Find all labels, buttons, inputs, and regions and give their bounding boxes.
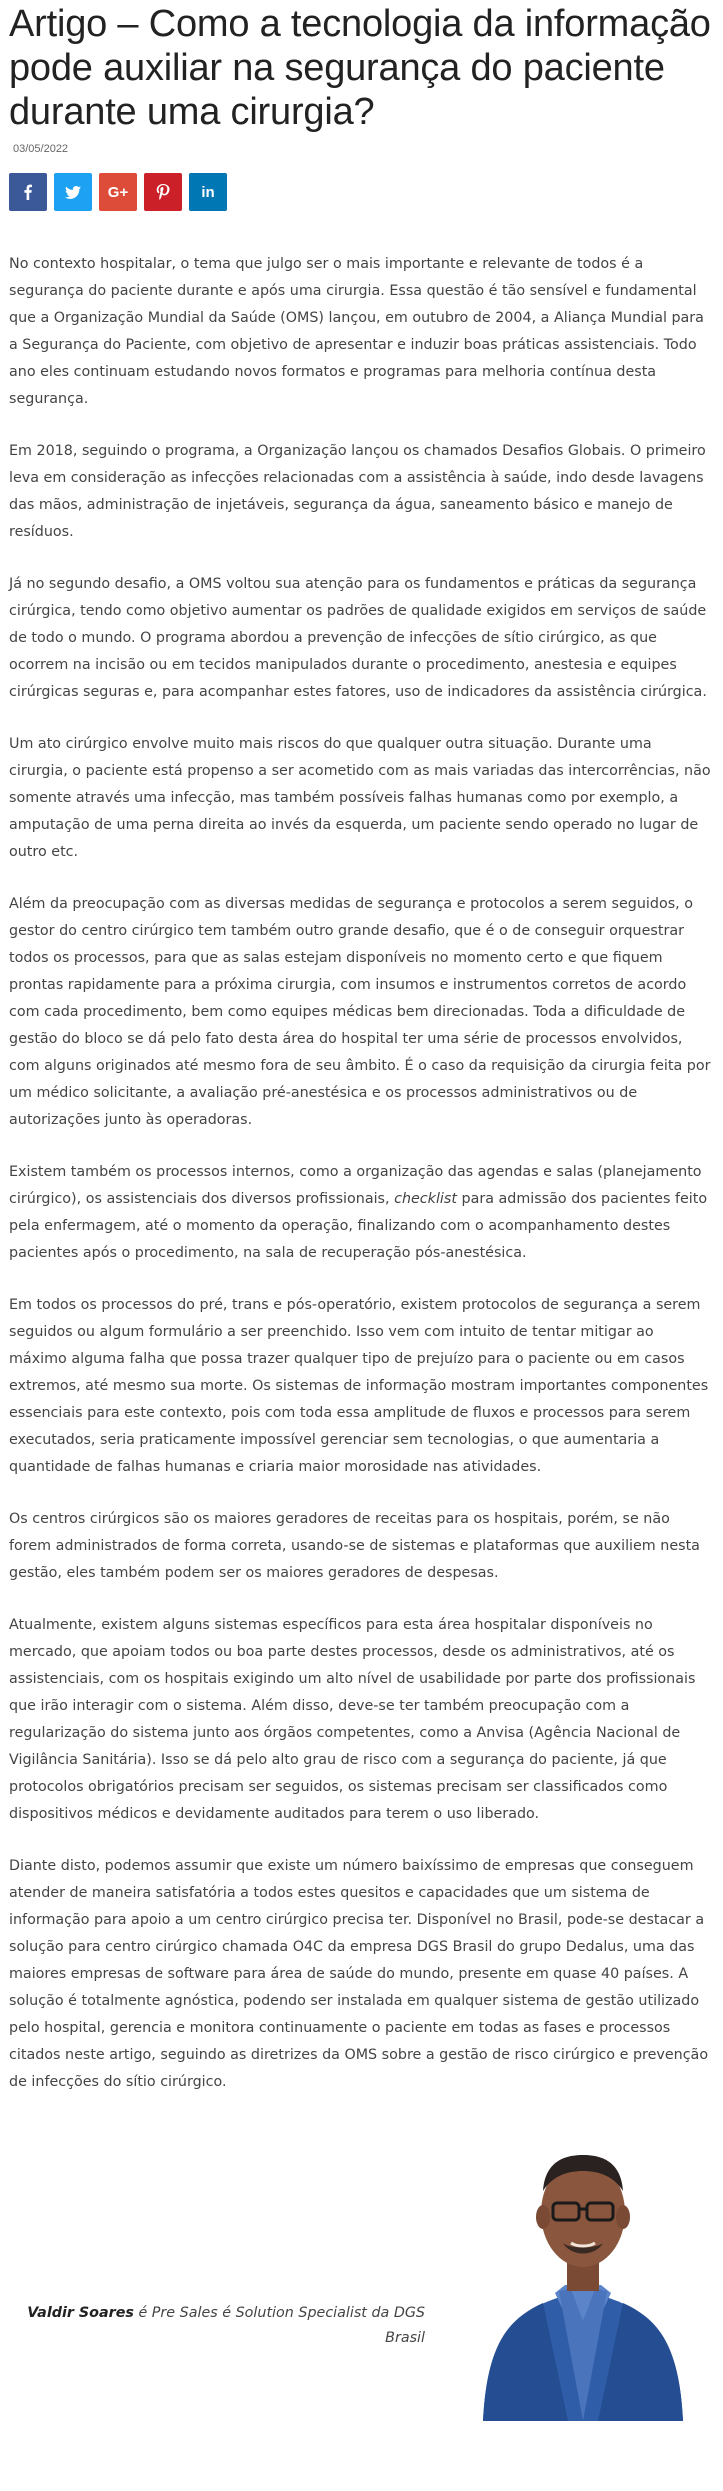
paragraph-3: Já no segundo desafio, a OMS voltou sua atenção para os fundamentos e práticas da segurança cirúrgica, tendo como objetivo aumentar os padrões de qualidade exigidos em serviços de saúde de todo o mundo. O programa abordou a prevenção de infecções de sítio cirúrgico, as que ocorrem na incisão ou em tecidos manipulados durante o procedimento, anestesia e equipes cirúrgicas seguras e, para acompanhar estes fatores, uso de indicadores da assistência cirúrgica. <box>9 576 707 700</box>
paragraph-6 <box>9 1159 711 1267</box>
author-role: é Pre Sales é Solution Specialist da DGS <box>133 2305 425 2321</box>
share-google-plus-button[interactable] <box>99 173 137 211</box>
paragraph-4: Um ato cirúrgico envolve muito mais riscos do que qualquer outra situação. Durante uma cirurgia, o paciente está propenso a ser acometido com as mais variadas das intercorrências, não somente através uma infecção, mas também possíveis falhas humanas como por exemplo, a amputação de uma perna direita ao invés da esquerda, um paciente sendo operado no lugar de outro etc. <box>9 736 711 860</box>
article-date: 03/05/2022 <box>13 143 69 155</box>
article-title: Artigo – Como a tecnologia da informação pode auxiliar na segurança do paciente durante uma cirurgia? <box>9 3 711 133</box>
author-role-cont: Brasil <box>385 2330 425 2346</box>
linkedin-icon: in <box>201 183 215 201</box>
article-body <box>9 251 711 2096</box>
author-block <box>9 2121 711 2421</box>
paragraph-6-emphasis: checklist <box>394 1191 457 1207</box>
paragraph-6-start: Existem também os processos internos, como a organização das agendas e salas (planejamento cirúrgico), os assistenciais dos diversos profissionais, <box>9 1164 702 1207</box>
twitter-icon <box>65 184 81 200</box>
share-buttons <box>9 173 711 211</box>
paragraph-10: Diante disto, podemos assumir que existe um número baixíssimo de empresas que conseguem atender de maneira satisfatória a todos estes quesitos e capacidades que um sistema de informação para apoio a um centro cirúrgico precisa ter. Disponível no Brasil, pode-se destacar a solução para centro cirúrgico chamada O4C da empresa DGS Brasil do grupo Dedalus, uma das maiores empresas de software para área de saúde do mundo, presente em quase 40 países. A solução é totalmente agnóstica, podendo ser instalada em qualquer sistema de gestão utilizado pelo hospital, gerencia e monitora continuamente o paciente em todas as fases e processos citados neste artigo, seguindo as diretrizes da OMS sobre a gestão de risco cirúrgico e prevenção de infecções do sítio cirúrgico. <box>9 1858 709 2090</box>
share-linkedin-button[interactable] <box>189 173 227 211</box>
paragraph-6-end: para admissão dos pacientes feito pela enfermagem, até o momento da operação, finalizando com o acompanhamento destes pacientes após o procedimento, na sala de recuperação pós-anestésica. <box>9 1191 708 1261</box>
facebook-icon <box>20 184 36 200</box>
author-caption <box>0 2301 425 2351</box>
share-pinterest-button[interactable] <box>144 173 182 211</box>
author-portrait-image <box>473 2121 693 2421</box>
paragraph-5: Além da preocupação com as diversas medidas de segurança e protocolos a serem seguidos, o gestor do centro cirúrgico tem também outro grande desafio, que é o de conseguir orquestrar todos os processos, para que as salas estejam disponíveis no momento certo e que fiquem prontas rapidamente para a próxima cirurgia, com insumos e instrumentos corretos de acordo com cada procedimento, bem como equipes médicas bem direcionadas. Toda a dificuldade de gestão do bloco se dá pelo fato desta área do hospital ter uma série de processos envolvidos, com alguns originados até mesmo fora de seu âmbito. É o caso da requisição da cirurgia feita por um médico solicitante, a avaliação pré-anestésica e os processos administrativos ou de autorizações junto às operadoras. <box>9 896 711 1128</box>
pinterest-icon <box>155 184 171 200</box>
paragraph-1: No contexto hospitalar, o tema que julgo ser o mais importante e relevante de todos é a segurança do paciente durante e após uma cirurgia. Essa questão é tão sensível e fundamental que a Organização Mundial da Saúde (OMS) lançou, em outubro de 2004, a Aliança Mundial para a Segurança do Paciente, com objetivo de apresentar e induzir boas práticas assistenciais. Todo ano eles continuam estudando novos formatos e programas para melhoria contínua desta segurança. <box>9 256 704 407</box>
paragraph-7: Em todos os processos do pré, trans e pós-operatório, existem protocolos de segurança a serem seguidos ou algum formulário a ser preenchido. Isso vem com intuito de tentar mitigar ao máximo alguma falha que possa trazer qualquer tipo de prejuízo para o paciente ou em casos extremos, até mesmo sua morte. Os sistemas de informação mostram importantes componentes essenciais para este contexto, pois com toda essa amplitude de fluxos e processos para serem executados, seria praticamente impossível gerenciar sem tecnologias, o que aumentaria a quantidade de falhas humanas e criaria maior morosidade nas atividades. <box>9 1297 709 1475</box>
share-twitter-button[interactable] <box>54 173 92 211</box>
author-name: Valdir Soares <box>27 2305 134 2321</box>
paragraph-2: Em 2018, seguindo o programa, a Organização lançou os chamados Desafios Globais. O primeiro leva em consideração as infecções relacionadas com a assistência à saúde, indo desde lavagens das mãos, administração de injetáveis, segurança da água, saneamento básico e manejo de resíduos. <box>9 443 706 540</box>
share-facebook-button[interactable] <box>9 173 47 211</box>
google-plus-icon: G+ <box>107 183 129 201</box>
paragraph-9: Atualmente, existem alguns sistemas específicos para esta área hospitalar disponíveis no mercado, que apoiam todos ou boa parte destes processos, desde os administrativos, até os assistenciais, com os hospitais exigindo um alto nível de usabilidade por parte dos profissionais que irão interagir com o sistema. Além disso, deve-se ter também preocupação com a regularização do sistema junto aos órgãos competentes, como a Anvisa (Agência Nacional de Vigilância Sanitária). Isso se dá pelo alto grau de risco com a segurança do paciente, já que protocolos obrigatórios precisam ser seguidos, os sistemas precisam ser classificados como dispositivos médicos e devidamente auditados para terem o uso liberado. <box>9 1617 696 1822</box>
paragraph-8: Os centros cirúrgicos são os maiores geradores de receitas para os hospitais, porém, se não forem administrados de forma correta, usando-se de sistemas e plataformas que auxiliem nesta gestão, eles também podem ser os maiores geradores de despesas. <box>9 1511 700 1581</box>
